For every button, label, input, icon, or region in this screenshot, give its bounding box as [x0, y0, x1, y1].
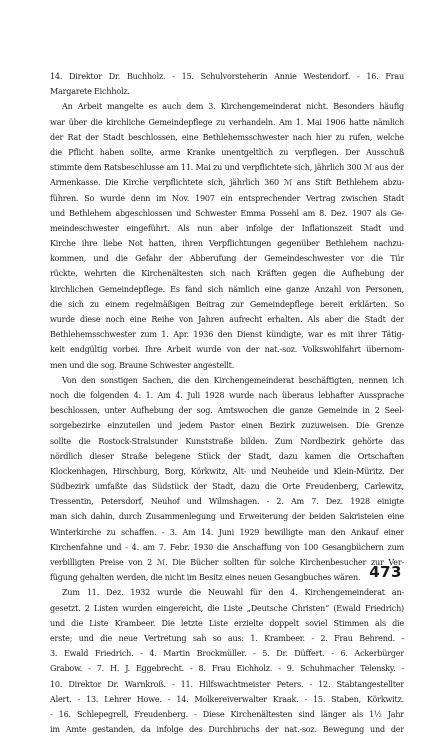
text-line: - 16. Schlepegrell, Freudenberg. - Diese Kirchenältesten sind länger als 1½ Jahr: [50, 709, 404, 719]
text-line: verbilligten Preise von 2 ℳ. Die Bücher sollten für solche Kirchenbesucher zur Ver-: [50, 558, 404, 567]
text-line: 14. Direktor Dr. Buchholz. - 15. Schulvorsteherin Annie Westendorf. - 16. Frau: [50, 72, 404, 81]
text-line: sorgebezirke einzuteilen und jedem Pastor einen Bezirk zuzuweisen. Die Grenze: [50, 421, 404, 431]
text-line: Armenkasse. Die Kirche verpflichtete sich, jährlich 360 ℳ ans Stift Bethlehem abzu-: [50, 178, 404, 188]
text-line: Südbezirk umfaßte das Südstück der Stadt, dazu die Orte Freudenberg, Carlewitz,: [50, 482, 404, 492]
text-line: An Arbeit mangelte es auch dem 3. Kirchengemeinderat nicht. Besonders häufig: [62, 102, 404, 112]
text-line: Von den sonstigen Sachen, die den Kirchengemeinderat beschäftigten, nennen ich: [62, 375, 404, 385]
text-line: und die Liste Krambeer. Die letzte Liste erzielte doppelt soviel Stimmen als die: [50, 618, 404, 628]
text-line: Zum 11. Dez. 1932 wurde die Neuwahl für den 4. Kirchengemeinderat an-: [62, 588, 404, 598]
text-line: Winterkirche zu schaffen. - 3. Am 14. Juni 1929 bewilligte man den Ankauf einer: [50, 527, 404, 537]
text-line: führen. So wurde denn im Nov. 1907 ein entsprechender Vertrag zwischen Stadt: [50, 193, 404, 203]
text-line: Alert. - 13. Lehrer Howe. - 14. Molkereiverwalter Kraak. - 15. Staben, Körkwitz.: [50, 694, 404, 704]
text-line: noch die folgenden 4: 1. Am 4. Juli 1928 wurde nach überaus lebhafter Aussprache: [50, 390, 404, 400]
text-line: und Bethlehem abgeschlossen und Schwester Emma Possehl am 8. Dez. 1907 als Ge-: [50, 208, 404, 218]
text-line: kirchlichen Gemeindepflege. Es fand sich nämlich eine ganze Anzahl von Personen,: [50, 284, 404, 294]
text-line: sollte die Rostock-Stralsunder Kunststraße bilden. Zum Nordbezirk gehörte das: [50, 436, 404, 446]
text-line: der Rat der Stadt beschlossen, eine Bethlehemsschwester nach hier zu rufen, welche: [50, 132, 404, 142]
text-line: Grabow. - 7. H. J. Eggebrecht. - 8. Frau Eichholz. - 9. Schuhmacher Telensky. -: [50, 664, 404, 674]
text-line: Bethlehemsschwester zum 1. Apr. 1936 den Dienst kündigte, war es mit ihrer Tätig-: [50, 330, 404, 340]
text-line: stimmte dem Ratsbeschlusse am 11. Mai zu und verpflichtete sich, jährlich 300 ℳ aus der: [50, 163, 404, 173]
text-line: erste; und die neue Vertretung sah so aus: 1. Krambeer. - 2. Frau Behrend. -: [50, 633, 404, 643]
text-line: im Amte gestanden, da infolge des Durchbruchs der nat.-soz. Bewegung und der: [50, 725, 404, 735]
text-line: 10. Direktor Dr. Warnkroß. - 11. Hilfswachtmeister Peters. - 12. Stabtangestellter: [50, 679, 404, 689]
text-line: keit endgültig vorbei. Ihre Arbeit wurde von der nat.-soz. Volkswohlfahrt übernom-: [50, 345, 404, 355]
text-line: meindeschwester eingeführt. Als nun aber infolge der Inflationszeit Stadt und: [50, 223, 404, 233]
text-line: Margarete Eichholz.: [50, 87, 130, 97]
body-text: [50, 69, 404, 737]
text-line: 3. Ewald Friedrich. - 4. Martin Brockmüller. - 5. Dr. Düffert. - 6. Ackerbürger: [50, 649, 404, 659]
page-number: 473: [369, 563, 402, 581]
text-line: Tressentin, Petersdorf, Neuhof und Wilmshagen. - 2. Am 7. Dez. 1928 einigte: [50, 497, 404, 507]
text-line: man sich dahin, durch Zusammenlegung und Erweiterung der beiden Sakristeien eine: [50, 512, 404, 522]
text-line: Kirchenfahne und - 4. am 7. Febr. 1930 die Anschaffung von 100 Gesangbüchern zum: [50, 542, 404, 552]
text-line: beschlossen, unter Aufhebung der sog. Amtswochen die ganze Gemeinde in 2 Seel-: [50, 406, 404, 416]
text-line: kommen, und die Gefahr der Abberufung der Gemeindeschwester vor die Tür: [50, 254, 404, 264]
text-line: wurde diese noch eine Reihe von Jahren aufrecht erhalten. Als aber die Stadt der: [50, 315, 404, 324]
text-line: die sich zu einem regelmäßigen Beitrag zur Gemeindepflege bereit erklärten. So: [50, 299, 404, 309]
text-line: men und die sog. Braune Schwester angestellt.: [50, 360, 235, 370]
text-line: nördlich dieser Straße belegene Stück der Stadt, dazu kamen die Ortschaften: [50, 451, 404, 461]
text-line: gesetzt. 2 Listen wurden eingereicht, die Liste „Deutsche Christen“ (Ewald Friedrich): [50, 603, 404, 613]
text-line: Kirche ihre liebe Not hatten, ihren Verpflichtungen gegenüber Bethlehem nachzu-: [50, 239, 404, 249]
text-line: rückte, wehrten die Kirchenältesten sich nach Kräften gegen die Aufhebung der: [50, 269, 404, 279]
text-line: fügung gehalten werden, die nicht im Besitz eines neuen Gesangbuches wären.: [50, 573, 361, 583]
text-line: Klockenhagen, Hirschburg, Borg, Körkwitz, Alt- und Neuheide und Klein-Müritz. Der: [50, 466, 404, 476]
text-line: die Pflicht haben sollte, arme Kranke unentgeltlich zu verpflegen. Der Ausschuß: [50, 147, 404, 157]
text-line: war über die kirchliche Gemeindepflege zu verhandeln. Am 1. Mai 1906 hatte nämlich: [50, 117, 404, 127]
